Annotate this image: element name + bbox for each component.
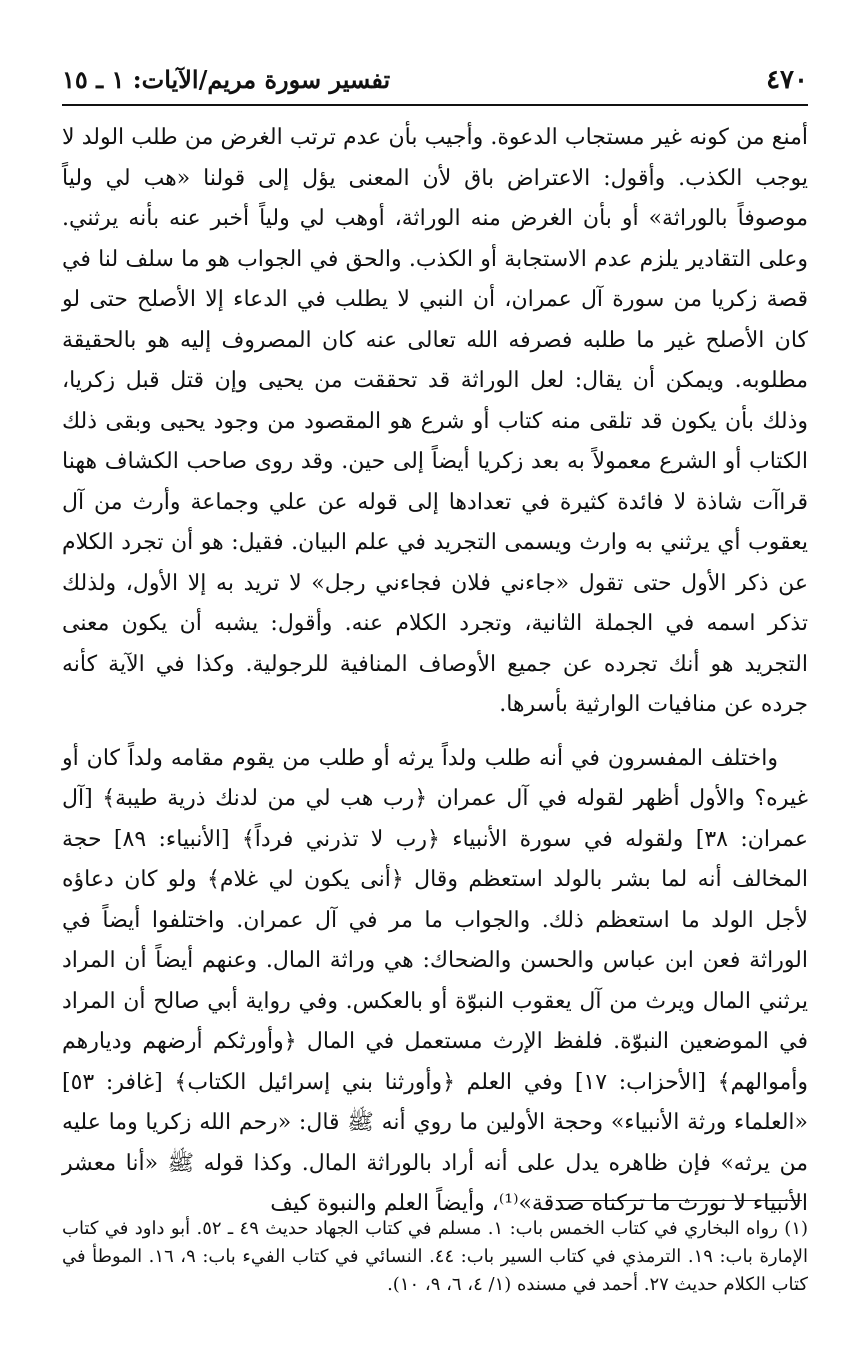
running-title: تفسير سورة مريم/الآيات: ١ ـ ١٥	[62, 65, 391, 94]
paragraph: أمنع من كونه غير مستجاب الدعوة. وأجيب بأن عدم ترتب الغرض من طلب الولد لا يوجب الكذب. وأقول: الاعتراض باق لأن المعنى يؤل إلى قولنا «هب لي ولياً موصوفاً بالوراثة» أو بأن الغرض منه الوراثة، أوهب لي ولياً أخبر عنه بأنه يرثني. وعلى التقادير يلزم عدم الاستجابة أو الكذب. والحق في الجواب هو ما سلف لنا في قصة زكريا من سورة آل عمران، أن النبي لا يطلب في الدعاء إلا الأصلح حتى لو كان الأصلح غير ما طلبه فصرفه الله تعالى عنه كان المصروف إليه هو بالحقيقة مطلوبه. ويمكن أن يقال: لعل الوراثة قد تحققت من يحيى وإن قتل قبل زكريا، وذلك بأن يكون قد تلقى منه كتاب أو شرع هو المقصود من وجود يحيى وبقى ذلك الكتاب أو الشرع معمولاً به بعد زكريا أيضاً إلى حين. وقد روى صاحب الكشاف ههنا قراآت شاذة لا فائدة كثيرة في تعدادها إلى قوله عن علي وجماعة وأرث من آل يعقوب أي يرثني به وارث ويسمى التجريد في علم البيان. فقيل: هو أن تجرد الكلام عن ذكر الأول حتى تقول «جاءني فلان فجاءني رجل» لا تريد به إلا الأول، ولذلك تذكر اسمه في الجملة الثانية، وتجرد الكلام عنه. وأقول: يشبه أن يكون معنى التجريد هو أنك تجرده عن جميع الأوصاف المنافية للرجولية. وكذا في الآية كأنه جرده عن منافيات الوارثية بأسرها.	[62, 125, 808, 717]
page-header	[62, 60, 808, 100]
header-rule	[62, 104, 808, 106]
page-number: ٤٧٠	[766, 65, 808, 95]
paragraph: واختلف المفسرون في أنه طلب ولداً يرثه أو طلب من يقوم مقامه ولداً كان أو غيره؟ والأول أظهر لقوله في آل عمران ﴿رب هب لي من لدنك ذرية طيبة﴾ [آل عمران: ٣٨] ولقوله في سورة الأنبياء ﴿رب لا تذرني فرداً﴾ [الأنبياء: ٨٩] حجة المخالف أنه لما بشر بالولد استعظم وقال ﴿أنى يكون لي غلام﴾ ولو كان دعاؤه لأجل الولد ما استعظم ذلك. والجواب ما مر في آل عمران. واختلفوا أيضاً في الوراثة فعن ابن عباس والحسن والضحاك: هي وراثة المال. وعنهم أيضاً أن المراد يرثني المال ويرث من آل يعقوب النبوّة أو بالعكس. وفي رواية أبي صالح أن المراد في الموضعين النبوّة. فلفظ الإرث مستعمل في المال ﴿وأورثكم أرضهم وديارهم وأموالهم﴾ [الأحزاب: ١٧] وفي العلم ﴿وأورثنا بني إسرائيل الكتاب﴾ [غافر: ٥٣] «العلماء ورثة الأنبياء» وحجة الأولين ما روي أنه ﷺ قال: «رحم الله زكريا وما عليه من يرثه» فإن ظاهره يدل على أنه أراد بالوراثة المال. وكذا قوله ﷺ «أنا معشر الأنبياء لا نورث ما تركناه صدقة»⁽¹⁾، وأيضاً العلم والنبوة كيف	[62, 745, 808, 1216]
body-text	[62, 118, 808, 1225]
footnotes	[62, 1215, 808, 1299]
footnote: (١) رواه البخاري في كتاب الخمس باب: ١. مسلم في كتاب الجهاد حديث ٤٩ ـ ٥٢. أبو داود في كتاب الإمارة باب: ١٩. الترمذي في كتاب السير باب: ٤٤. النسائي في كتاب الفيء باب: ٩، ١٦. الموطأ في كتاب الكلام حديث ٢٧. أحمد في مسنده (١/ ٤، ٦، ٩، ١٠).	[62, 1218, 809, 1295]
footnote-rule	[556, 1200, 802, 1201]
